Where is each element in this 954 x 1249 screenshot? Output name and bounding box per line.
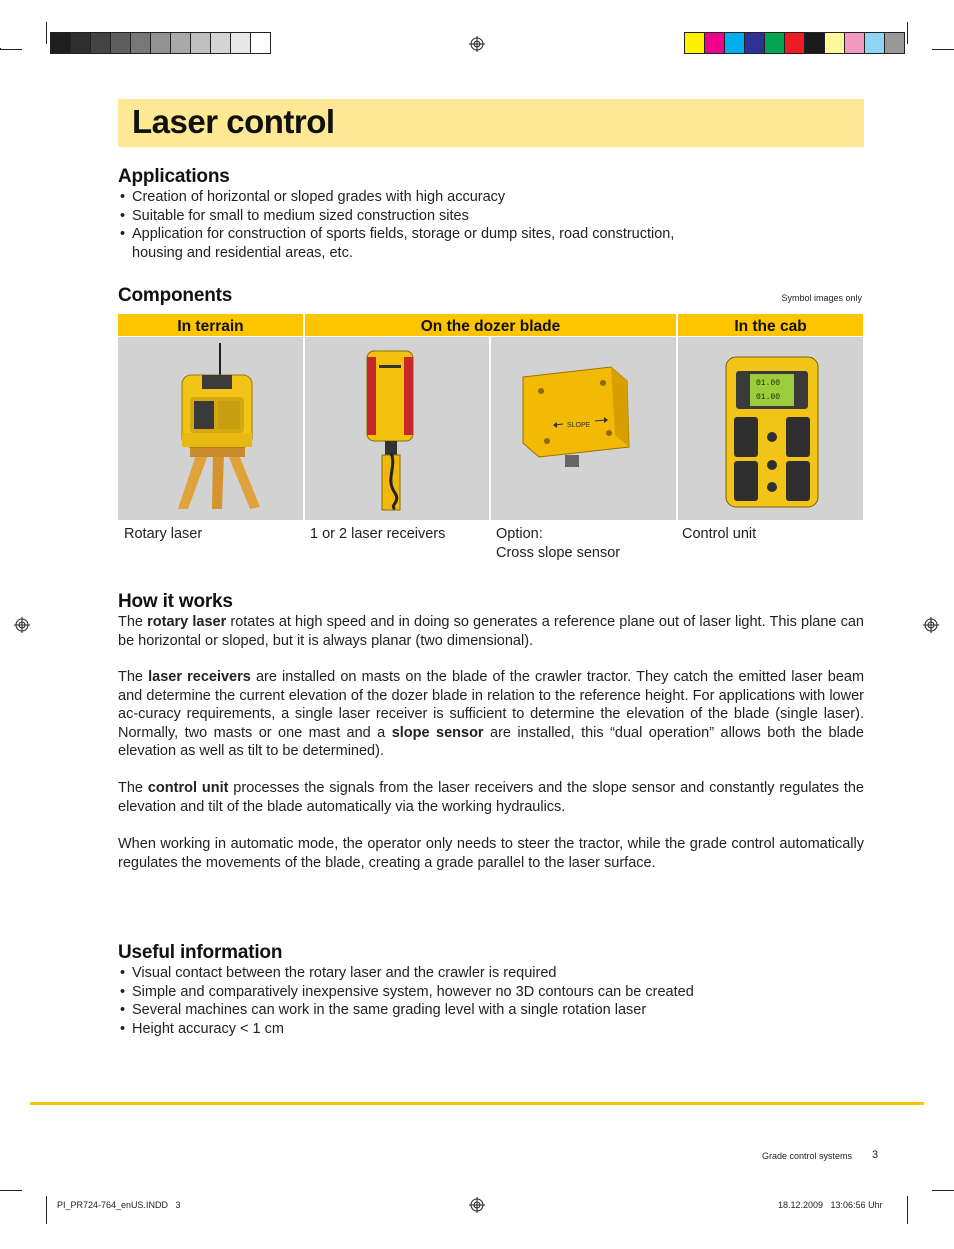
how-it-works-heading: How it works — [118, 591, 233, 612]
caption-rotary-laser: Rotary laser — [124, 526, 203, 542]
control-unit-icon — [678, 337, 863, 520]
caption-laser-receivers: 1 or 2 laser receivers — [310, 526, 446, 542]
color-bar — [684, 32, 905, 54]
list-item: • Visual contact between the rotary laser and the crawler is required — [118, 964, 694, 983]
control-unit-image — [678, 337, 863, 520]
applications-heading: Applications — [118, 166, 230, 187]
footer-file-name: PI_PR724-764_enUS.INDD 3 — [57, 1200, 181, 1210]
caption-option-line1: Option: — [496, 526, 543, 542]
registration-mark-icon — [469, 36, 485, 52]
applications-list — [118, 188, 674, 262]
list-item: • Height accuracy < 1 cm — [118, 1020, 694, 1039]
bold-term: control unit — [147, 780, 229, 796]
list-item: • Several machines can work in the same grading level with a single rotation laser — [118, 1001, 694, 1020]
useful-information-list — [118, 964, 694, 1038]
text-run: rotates at high speed and in doing so generates a reference plane out of laser light. This plane can be horizontal or sloped, but it is always planar (two dimensional). — [118, 614, 864, 649]
registration-mark-icon — [14, 617, 30, 633]
symbol-note: Symbol images only — [781, 293, 862, 303]
list-item: • Application for construction of sports fields, storage or dump sites, road construction, — [118, 225, 674, 244]
caption-option-line2: Cross slope sensor — [496, 544, 621, 561]
text-run: The — [118, 614, 148, 630]
useful-information-heading: Useful information — [118, 942, 283, 963]
text-run: processes the signals from the laser receivers and the slope sensor and constantly regulates the elevation and tilt of the blade automatically via the working hydraulics. — [118, 780, 864, 815]
laser-receiver-icon — [305, 337, 489, 520]
page-title: Laser control — [132, 103, 335, 140]
bold-term: laser receivers — [148, 669, 251, 685]
registration-mark-icon — [469, 1197, 485, 1213]
slope-sensor-image — [491, 337, 676, 520]
paragraph-rotary-laser — [118, 613, 864, 650]
footer-rule — [30, 1102, 924, 1105]
footer-timestamp: 18.12.2009 13:06:56 Uhr — [778, 1200, 883, 1210]
paragraph-automatic-mode: When working in automatic mode, the operator only needs to steer the tractor, while the grade control automatically regulates the movements of the blade, creating a grade parallel to the laser surface. — [118, 836, 864, 871]
text-run: The — [118, 780, 148, 796]
page-number: 3 — [872, 1149, 879, 1161]
bold-term: slope sensor — [391, 724, 484, 741]
footer-section-name: Grade control systems — [762, 1151, 853, 1161]
column-header-terrain: In terrain — [118, 314, 303, 336]
list-item: • Simple and comparatively inexpensive system, however no 3D contours can be created — [118, 983, 694, 1002]
registration-mark-icon — [923, 617, 939, 633]
slope-label: SLOPE — [567, 422, 591, 429]
text-run: are installed, this “dual operation” allows both the blade elevation as well as tilt to be determined). — [118, 724, 864, 759]
list-item: • Creation of horizontal or sloped grades with high accuracy — [118, 188, 674, 207]
caption-option — [496, 525, 620, 562]
slope-sensor-icon — [491, 337, 676, 520]
paragraph-laser-receivers — [118, 668, 864, 761]
grayscale-bar — [50, 32, 271, 54]
rotary-laser-icon — [118, 337, 303, 520]
rotary-laser-image — [118, 337, 303, 520]
bold-term: rotary laser — [147, 614, 227, 630]
components-heading: Components — [118, 285, 233, 306]
column-header-cab: In the cab — [678, 314, 863, 336]
display-reading-2: 01.00 — [756, 393, 781, 402]
list-item: • Suitable for small to medium sized construction sites — [118, 207, 674, 226]
text-run: are installed on masts on the blade of the crawler tractor. They catch the emitted laser beam and determine the current elevation of the dozer blade in relation to the reference height. For applications with lower ac-curacy requirements, a single laser receiver is sufficient to determine the elevation of the blade (single laser). Normally, two masts or one mast and a — [118, 669, 865, 741]
list-item-continuation — [118, 244, 674, 263]
column-header-dozer-blade: On the dozer blade — [305, 314, 676, 336]
caption-control-unit: Control unit — [682, 526, 757, 542]
text-run: The — [118, 669, 149, 685]
laser-receiver-image — [305, 337, 489, 520]
paragraph-control-unit — [118, 779, 864, 816]
list-item-text: housing and residential areas, etc. — [132, 244, 353, 261]
display-reading-1: 01.00 — [756, 379, 781, 388]
